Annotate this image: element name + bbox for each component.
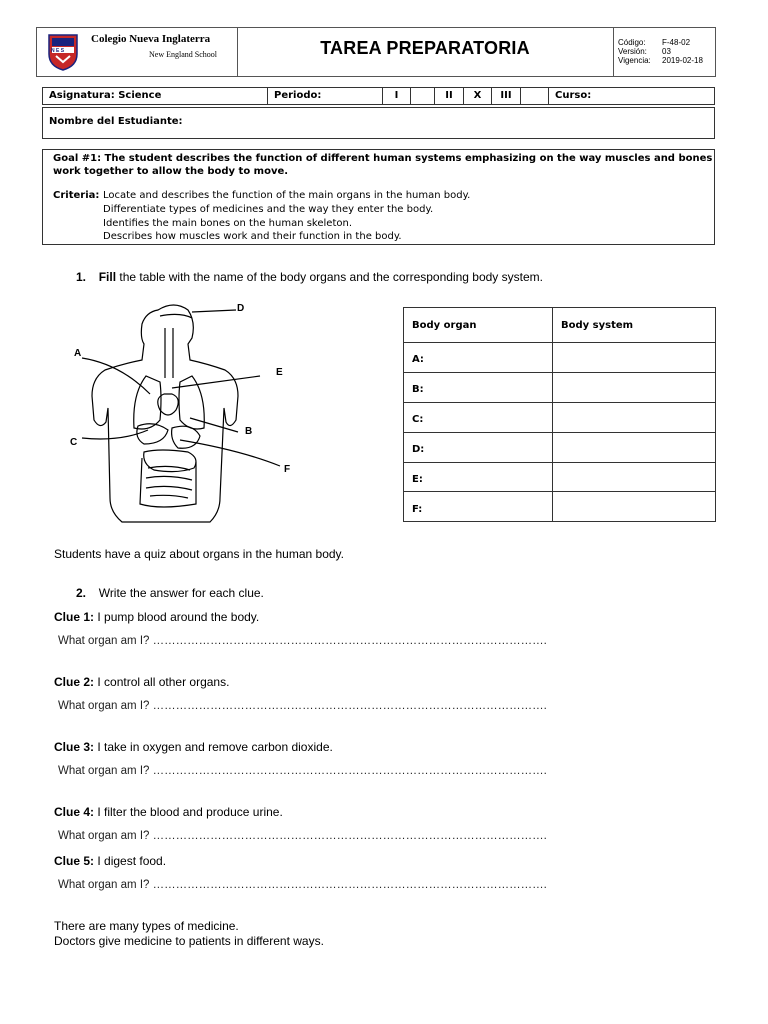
clue-3 [54, 740, 333, 754]
period-label: Periodo: [268, 88, 383, 104]
clue-3-text: I take in oxygen and remove carbon dioxide. [94, 740, 333, 754]
clue-4-label: Clue 4: [54, 805, 95, 819]
organ-row-b[interactable]: B: [412, 384, 424, 395]
meta-value-codigo: F-48-02 [662, 38, 691, 47]
clue-4 [54, 805, 283, 819]
organ-table-header-organ: Body organ [412, 320, 477, 331]
question-2-number: 2. [76, 586, 87, 600]
clue-5-text: I digest food. [94, 854, 167, 868]
goal-line-1: Goal #1: The student describes the function of different human systems emphasizing on the way muscles and bones [53, 153, 713, 164]
student-name-label: Nombre del Estudiante: [49, 116, 183, 127]
clue-1 [54, 610, 259, 624]
organ-row-d[interactable]: D: [412, 444, 425, 455]
diagram-label-e: E [276, 367, 283, 378]
period-I-mark[interactable] [411, 88, 435, 104]
organ-table-rule [404, 342, 715, 343]
criteria-label: Criteria: [53, 190, 100, 201]
info-row [42, 87, 715, 105]
criteria-item-1: Locate and describes the function of the main organs in the human body. [103, 190, 471, 201]
question-1-bold: Fill [98, 270, 117, 284]
diagram-label-d: D [237, 303, 245, 314]
clue-4-answer-line[interactable]: What organ am I? …………………………………………………………………………………………. [58, 830, 547, 842]
school-subtitle: New England School [149, 50, 217, 59]
meta-value-vigencia: 2019-02-18 [662, 56, 703, 65]
organ-table-rule [404, 491, 715, 492]
question-1-number: 1. [76, 270, 87, 284]
clue-5 [54, 854, 166, 868]
clue-1-answer-line[interactable]: What organ am I? …………………………………………………………………………………………. [58, 635, 547, 647]
diagram-label-f: F [284, 464, 291, 475]
diagram-label-c: C [70, 437, 78, 448]
period-III-mark[interactable] [521, 88, 549, 104]
document-header [36, 27, 716, 77]
course-field[interactable]: Curso: [555, 90, 592, 101]
logo-lettering: N E S [51, 48, 65, 54]
goal-line-2: work together to allow the body to move. [53, 166, 289, 177]
clue-1-label: Clue 1: [54, 610, 95, 624]
document-title: TAREA PREPARATORIA [320, 38, 530, 58]
period-I[interactable]: I [383, 88, 411, 104]
meta-label-vigencia: Vigencia: [618, 56, 651, 65]
clue-5-answer-line[interactable]: What organ am I? …………………………………………………………………………………………. [58, 879, 547, 891]
criteria-item-2: Differentiate types of medicines and the way they enter the body. [103, 204, 434, 215]
diagram-label-a: A [74, 348, 82, 359]
clue-2-text: I control all other organs. [94, 675, 230, 689]
clue-4-text: I filter the blood and produce urine. [94, 805, 283, 819]
organ-table-divider [552, 308, 553, 521]
period-III[interactable]: III [492, 88, 521, 104]
question-1-text: the table with the name of the body organs and the corresponding body system. [116, 270, 543, 284]
meta-cell [614, 28, 714, 76]
clue-2-answer-line[interactable]: What organ am I? …………………………………………………………………………………………. [58, 700, 547, 712]
subject-cell: Asignatura: Science [43, 88, 268, 104]
clue-2 [54, 675, 229, 689]
organ-row-c[interactable]: C: [412, 414, 424, 425]
criteria-item-4: Describes how muscles work and their function in the body. [103, 231, 402, 242]
question-1 [76, 270, 543, 284]
question-2 [76, 586, 264, 600]
diagram-label-b: B [245, 426, 253, 437]
student-name-row[interactable] [42, 107, 715, 139]
period-II[interactable]: II [435, 88, 464, 104]
clue-3-answer-line[interactable]: What organ am I? …………………………………………………………………………………………. [58, 765, 547, 777]
goal-box [42, 149, 715, 245]
clue-5-label: Clue 5: [54, 854, 95, 868]
clue-3-label: Clue 3: [54, 740, 95, 754]
medicine-intro-line-2: Doctors give medicine to patients in different ways. [54, 934, 324, 948]
organ-table-rule [404, 402, 715, 403]
question-2-text: Write the answer for each clue. [98, 586, 264, 600]
organ-table-rule [404, 372, 715, 373]
human-body-diagram [60, 298, 310, 524]
organ-table-rule [404, 432, 715, 433]
meta-label-version: Versión: [618, 47, 647, 56]
period-II-mark[interactable]: X [464, 88, 492, 104]
organ-row-e[interactable]: E: [412, 474, 423, 485]
organ-table-header-system: Body system [561, 320, 634, 331]
title-cell [237, 28, 614, 76]
school-name: Colegio Nueva Inglaterra [91, 33, 211, 45]
criteria-item-3: Identifies the main bones on the human skeleton. [103, 218, 352, 229]
clue-1-text: I pump blood around the body. [94, 610, 260, 624]
organ-table-rule [404, 462, 715, 463]
quiz-intro: Students have a quiz about organs in the human body. [54, 547, 344, 561]
organ-row-f[interactable]: F: [412, 504, 423, 515]
clue-2-label: Clue 2: [54, 675, 95, 689]
organ-table [403, 307, 716, 522]
medicine-intro-line-1: There are many types of medicine. [54, 919, 239, 933]
school-cell [37, 28, 238, 76]
meta-label-codigo: Código: [618, 38, 646, 47]
meta-value-version: 03 [662, 47, 671, 56]
organ-row-a[interactable]: A: [412, 354, 424, 365]
